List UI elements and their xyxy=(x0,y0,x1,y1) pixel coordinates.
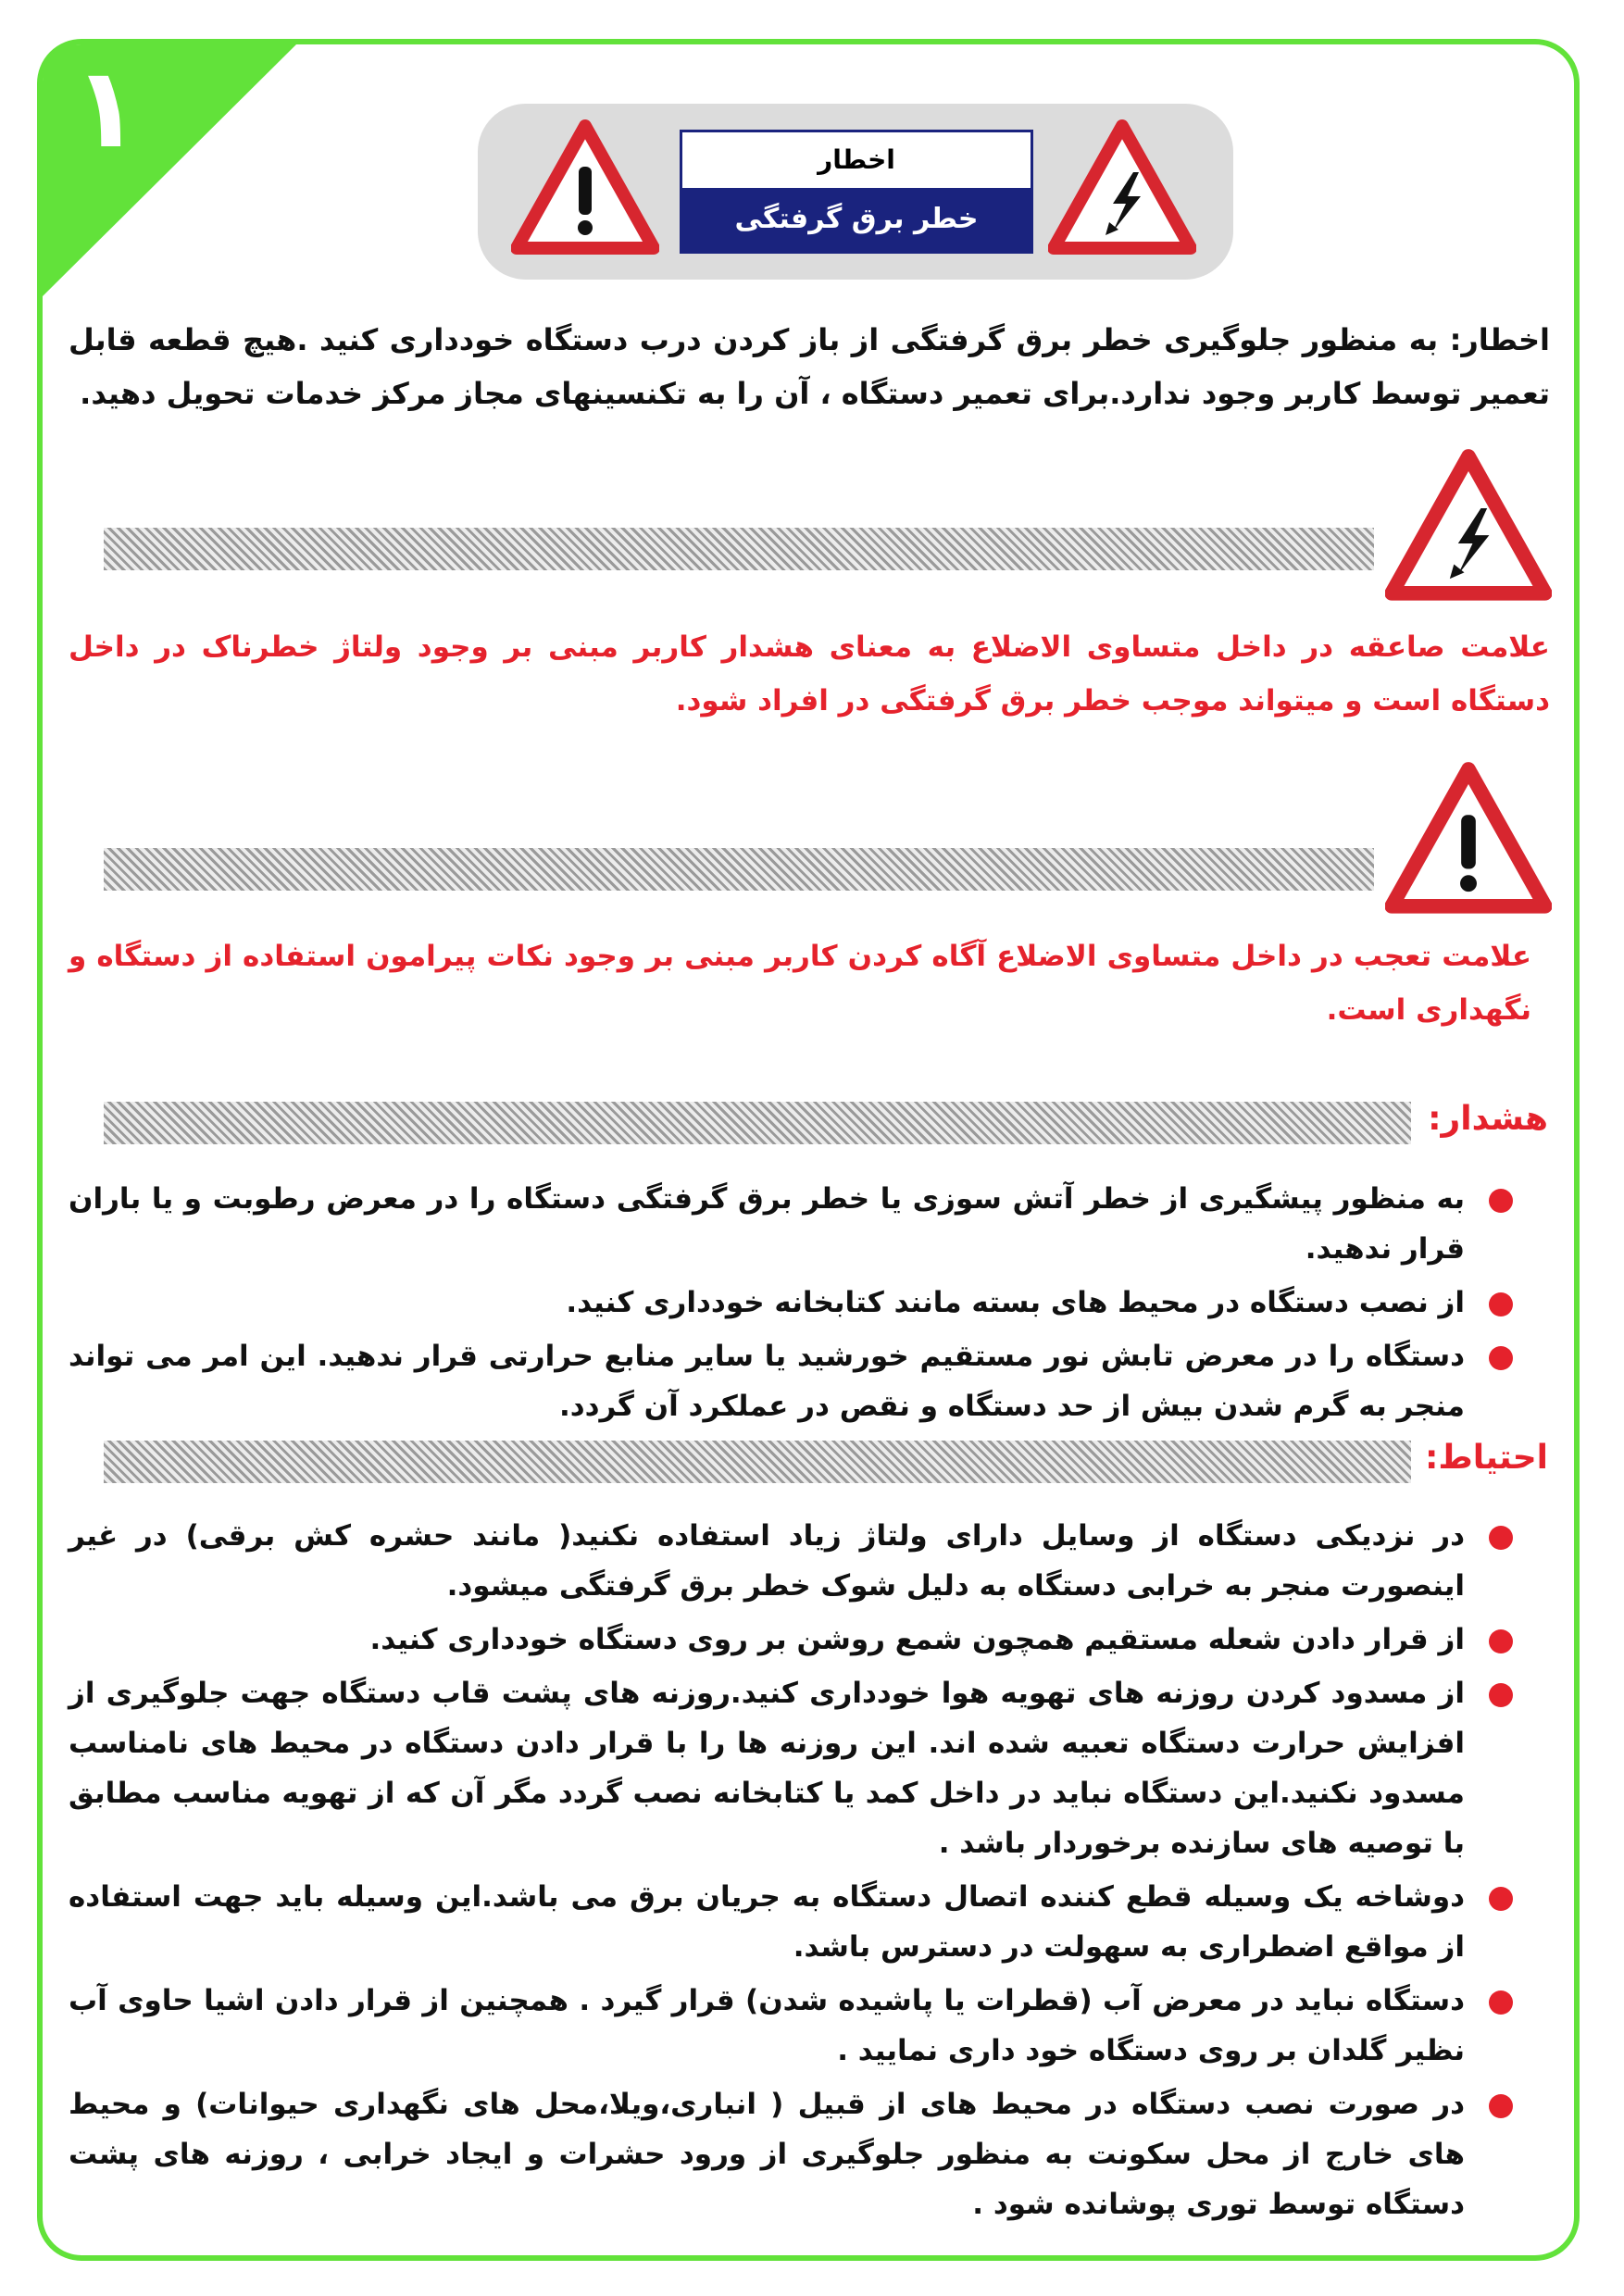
exclamation-warning-icon xyxy=(1385,761,1552,917)
bullet-icon xyxy=(1489,1629,1513,1653)
bullet-icon xyxy=(1489,1683,1513,1707)
list-item: به منظور پیشگیری از خطر آتش سوزی یا خطر برق گرفتگی دستگاه را در معرض رطوبت و یا باران قرار ندهید. xyxy=(69,1174,1513,1274)
list-item: دستگاه را در معرض تابش نور مستقیم خورشید یا سایر منابع حرارتی قرار ندهید. این امر می تواند منجر به گرم شدن بیش از حد دستگاه و نقص در عملکرد آن گردد. xyxy=(69,1331,1513,1431)
bullet-icon xyxy=(1489,1189,1513,1213)
bullet-icon xyxy=(1489,1526,1513,1550)
lightning-symbol-description: علامت صاعقه در داخل متساوی الاضلاع به معنای هشدار کاربر مبنی بر وجود ولتاژ خطرناک در داخل دستگاه است و میتواند موجب خطر برق گرفتگی در افراد شود. xyxy=(69,630,1550,718)
section-divider xyxy=(104,848,1374,891)
list-item: از قرار دادن شعله مستقیم همچون شمع روشن بر روی دستگاه خودداری کنید. xyxy=(69,1615,1513,1665)
intro-warning-text: اخطار: به منظور جلوگیری خطر برق گرفتگی از باز کردن درب دستگاه خودداری کنید .هیچ قطعه قابل تعمیر توسط کاربر وجود ندارد.برای تعمیر دستگاه ، آن را به تکنسینهای مجاز مرکز خدمات تحویل دهید. xyxy=(69,322,1550,411)
exclamation-warning-icon xyxy=(511,119,659,257)
list-item: از نصب دستگاه در محیط های بسته مانند کتابخانه خودداری کنید. xyxy=(69,1278,1513,1328)
warning-list xyxy=(69,1174,1513,1435)
page-number: ۱ xyxy=(72,44,141,173)
bullet-icon xyxy=(1489,1990,1513,2015)
caution-list xyxy=(69,1511,1513,2233)
corner-tab xyxy=(0,0,333,333)
section-divider xyxy=(104,528,1374,570)
hazard-label-subtitle: خطر برق گرفتگی xyxy=(682,188,1031,251)
caution-title: احتیاط: xyxy=(1425,1439,1548,1477)
warning-title: هشدار: xyxy=(1428,1100,1548,1138)
list-item: از مسدود کردن روزنه های تهویه هوا خودداری کنید.روزنه های پشت قاب دستگاه جهت جلوگیری از افزایش حرارت دستگاه تعبیه شده اند. این روزنه ها را با قرار دادن دستگاه در محیط های نامناسب مسدود نکنید.این دستگاه نباید در داخل کمد یا کتابخانه نصب گردد مگر آن که از تهویه مناسب مطابق با توصیه های سازنده برخوردار باشد . xyxy=(69,1668,1513,1868)
lightning-warning-icon xyxy=(1048,119,1196,257)
bullet-icon xyxy=(1489,1292,1513,1316)
bullet-icon xyxy=(1489,1346,1513,1370)
section-divider xyxy=(104,1102,1411,1144)
section-divider xyxy=(104,1441,1411,1483)
list-item: دوشاخه یک وسیله قطع کننده اتصال دستگاه به جریان برق می باشد.این وسیله باید جهت استفاده از مواقع اضطراری به سهولت در دسترس باشد. xyxy=(69,1872,1513,1972)
exclamation-symbol-description: علامت تعجب در داخل متساوی الاضلاع آگاه کردن کاربر مبنی بر وجود نکات پیرامون استفاده از دستگاه و نگهداری است. xyxy=(69,940,1531,1027)
list-item: در صورت نصب دستگاه در محیط های از قبیل ( انباری،ویلا،محل های نگهداری حیوانات) و محیط های خارج از محل سکونت به منظور جلوگیری از ورود حشرات و ایجاد خرابی ، روزنه های پشت دستگاه توسط توری پوشانده شود . xyxy=(69,2079,1513,2229)
list-item: در نزدیکی دستگاه از وسایل دارای ولتاژ زیاد استفاده نکنید( مانند حشره کش برقی) در غیر اینصورت منجر به خرابی دستگاه به دلیل شوک خطر برق گرفتگی میشود. xyxy=(69,1511,1513,1611)
hazard-label xyxy=(680,130,1033,254)
bullet-icon xyxy=(1489,1887,1513,1911)
list-item: دستگاه نباید در معرض آب (قطرات یا پاشیده شدن) قرار گیرد . همچنین از قرار دادن اشیا حاوی آب نظیر گلدان بر روی دستگاه خود داری نمایید . xyxy=(69,1976,1513,2076)
hazard-label-title: اخطار xyxy=(818,144,895,175)
lightning-warning-icon xyxy=(1385,448,1552,604)
bullet-icon xyxy=(1489,2094,1513,2118)
